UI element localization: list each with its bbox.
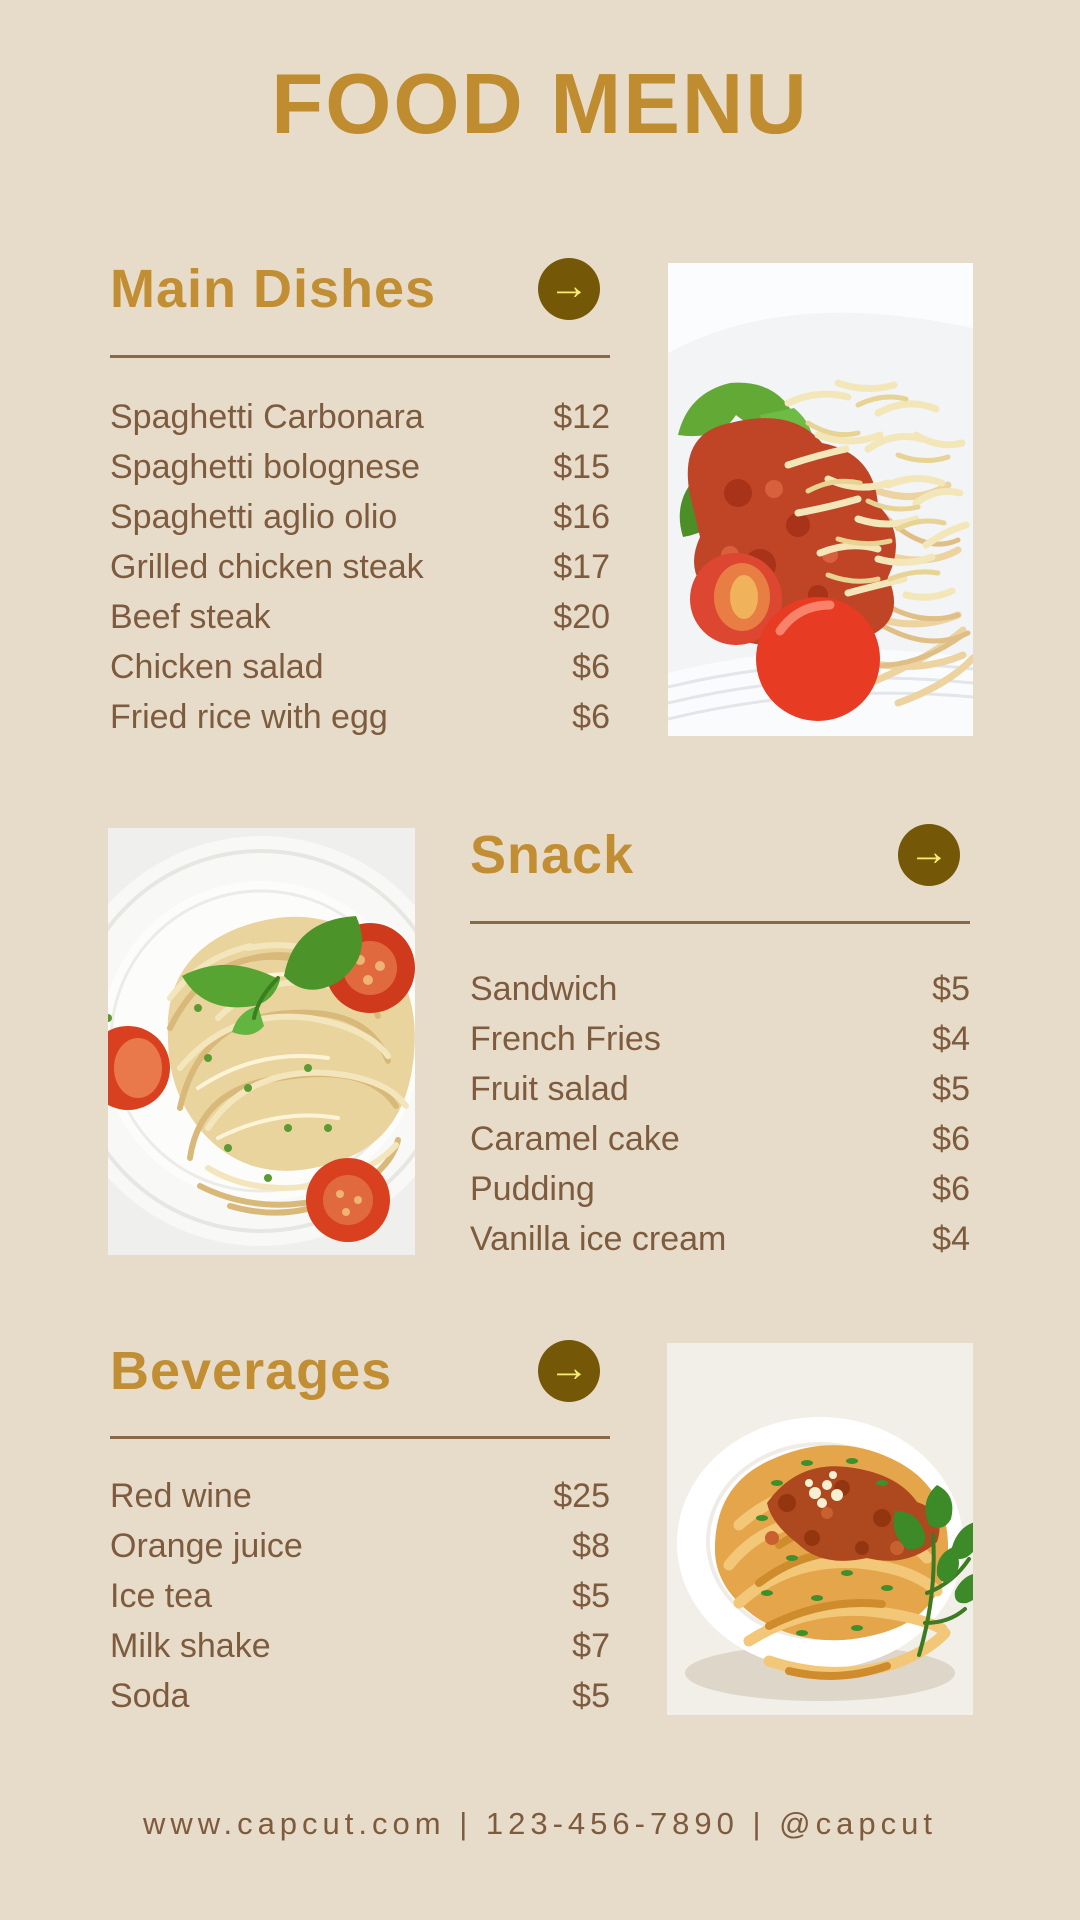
menu-item-name: Vanilla ice cream [470,1219,727,1258]
menu-item-row [110,1521,610,1571]
menu-item-name: Beef steak [110,597,271,636]
menu-item-price: $5 [572,1576,610,1615]
section-heading-main-dishes: Main Dishes [110,259,437,319]
menu-item-price: $15 [553,447,610,486]
menu-item-price: $16 [553,497,610,536]
menu-item-name: Fried rice with egg [110,697,388,736]
menu-item-price: $25 [553,1476,610,1515]
menu-item-row [110,442,610,492]
menu-item-price: $6 [572,697,610,736]
menu-item-name: Milk shake [110,1626,271,1665]
menu-item-row [470,1114,970,1164]
menu-item-name: Grilled chicken steak [110,547,424,586]
menu-item-row [110,642,610,692]
arrow-right-icon: → [909,830,949,874]
food-photo-spaghetti-aglio-olio [108,828,415,1255]
food-photo-spaghetti-bolognese-cheese [668,263,973,736]
menu-item-row [110,1471,610,1521]
menu-item-row [110,592,610,642]
food-photo-tagliatelle-bolognese [667,1343,973,1715]
menu-item-name: Red wine [110,1476,252,1515]
menu-item-name: Ice tea [110,1576,213,1615]
menu-item-name: Spaghetti Carbonara [110,397,424,436]
menu-item-price: $5 [572,1676,610,1715]
menu-item-name: Spaghetti bolognese [110,447,421,486]
menu-item-row [470,964,970,1014]
menu-item-row [110,1571,610,1621]
menu-item-row [110,492,610,542]
divider-snack [470,921,970,924]
menu-item-row [470,1164,970,1214]
menu-item-row [110,542,610,592]
section-header-beverages [110,1340,610,1402]
menu-item-row [110,1621,610,1671]
divider-beverages [110,1436,610,1439]
arrow-right-icon: → [549,264,589,308]
menu-item-row [110,692,610,742]
menu-item-price: $20 [553,597,610,636]
divider-main-dishes [110,355,610,358]
menu-item-row [470,1214,970,1264]
menu-item-row [110,392,610,442]
menu-item-price: $12 [553,397,610,436]
arrow-button-main-dishes[interactable] [538,258,600,320]
menu-item-name: Pudding [470,1169,595,1208]
menu-item-price: $8 [572,1526,610,1565]
beverages-list [110,1471,610,1721]
menu-item-name: Caramel cake [470,1119,680,1158]
menu-item-price: $5 [932,1069,970,1108]
menu-item-row [470,1014,970,1064]
menu-item-name: Fruit salad [470,1069,629,1108]
menu-item-name: French Fries [470,1019,661,1058]
menu-item-row [110,1671,610,1721]
arrow-button-beverages[interactable] [538,1340,600,1402]
menu-item-price: $6 [572,647,610,686]
snack-list [470,964,970,1264]
menu-item-price: $17 [553,547,610,586]
main-dishes-list [110,392,610,742]
footer-contact: www.capcut.com | 123-456-7890 | @capcut [143,1806,937,1841]
section-header-main-dishes [110,258,610,320]
menu-item-price: $6 [932,1119,970,1158]
menu-item-name: Chicken salad [110,647,324,686]
menu-item-price: $7 [572,1626,610,1665]
section-heading-snack: Snack [470,825,635,885]
menu-item-price: $6 [932,1169,970,1208]
menu-item-name: Soda [110,1676,190,1715]
section-header-snack [470,824,970,886]
menu-item-price: $4 [932,1019,970,1058]
arrow-button-snack[interactable] [898,824,960,886]
menu-item-name: Spaghetti aglio olio [110,497,398,536]
menu-item-price: $5 [932,969,970,1008]
page-title: FOOD MENU [271,57,809,152]
menu-item-name: Orange juice [110,1526,303,1565]
section-heading-beverages: Beverages [110,1341,393,1401]
menu-item-name: Sandwich [470,969,618,1008]
arrow-right-icon: → [549,1346,589,1390]
menu-item-price: $4 [932,1219,970,1258]
menu-item-row [470,1064,970,1114]
